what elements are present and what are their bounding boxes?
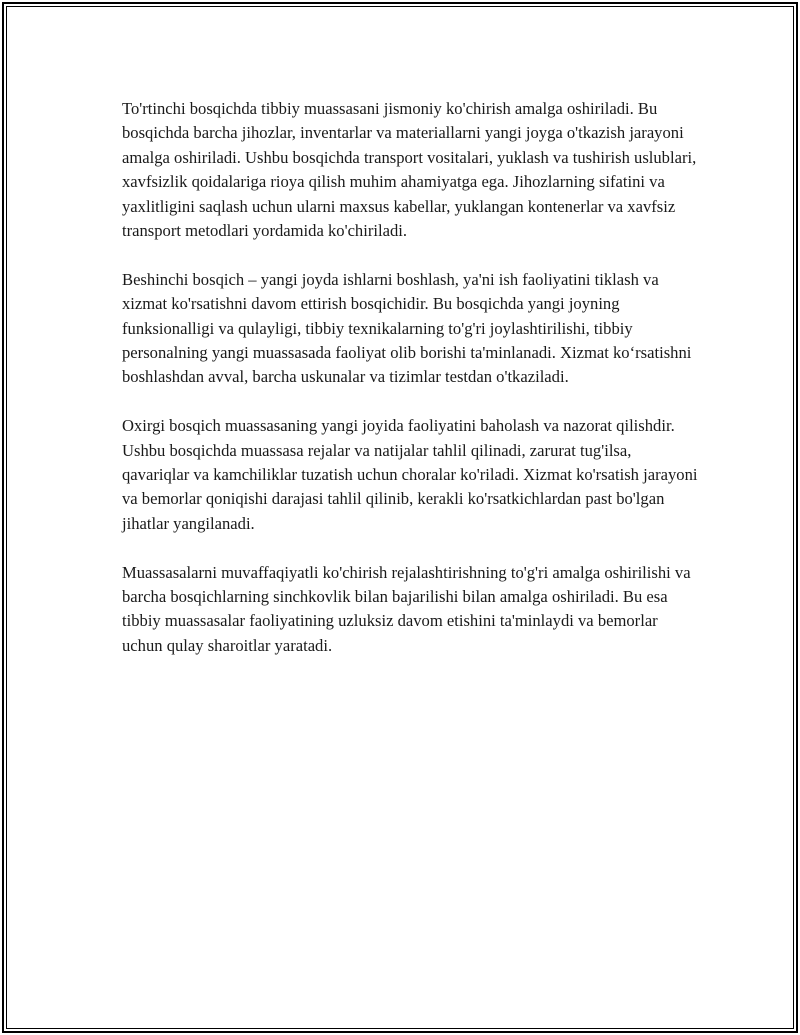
page-border: [2, 2, 798, 1033]
document-body: [122, 97, 702, 683]
paragraph-2: Beshinchi bosqich – yangi joyda ishlarni boshlash, ya'ni ish faoliyatini tiklash va xizmat ko'rsatishni davom ettirish bosqichidir. Bu bosqichda yangi joyning funksionalligi va qulayligi, tibbiy texnikalarning to'g'ri joylashtirilishi, tibbiy personalning yangi muassasada faoliyat olib borishi ta'minlanadi. Xizmat ko‘rsatishni boshlashdan avval, barcha uskunalar va tizimlar testdan o'tkaziladi.: [122, 269, 692, 387]
paragraph-4: Muassasalarni muvaffaqiyatli ko'chirish rejalashtirishning to'g'ri amalga oshirilishi va barcha bosqichlarning sinchkovlik bilan bajarilishi bilan amalga oshiriladi. Bu esa tibbiy muassasalar faoliyatining uzluksiz davom etishini ta'minlaydi va bemorlar uchun qulay sharoitlar yaratadi.: [122, 562, 691, 655]
paragraph-1: To'rtinchi bosqichda tibbiy muassasani jismoniy ko'chirish amalga oshiriladi. Bu bosqichda barcha jihozlar, inventarlar va materiallarni yangi joyga o'tkazish jarayoni amalga oshiriladi. Ushbu bosqichda transport vositalari, yuklash va tushirish uslublari, xavfsizlik qoidalariga rioya qilish muhim ahamiyatga ega. Jihozlarning sifatini va yaxlitligini saqlash uchun ularni maxsus kabellar, yuklangan kontenerlar va xavfsiz transport metodlari yordamida ko'chiriladi.: [122, 99, 697, 241]
paragraph-3: Oxirgi bosqich muassasaning yangi joyida faoliyatini baholash va nazorat qilishdir. Ushbu bosqichda muassasa rejalar va natijalar tahlil qilinadi, zarurat tug'ilsa, qavariqlar va kamchiliklar tuzatish uchun choralar ko'riladi. Xizmat ko'rsatish jarayoni va bemorlar qoniqishi darajasi tahlil qilinib, kerakli ko'rsatkichlardan past bo'lgan jihatlar yangilanadi.: [122, 416, 698, 533]
